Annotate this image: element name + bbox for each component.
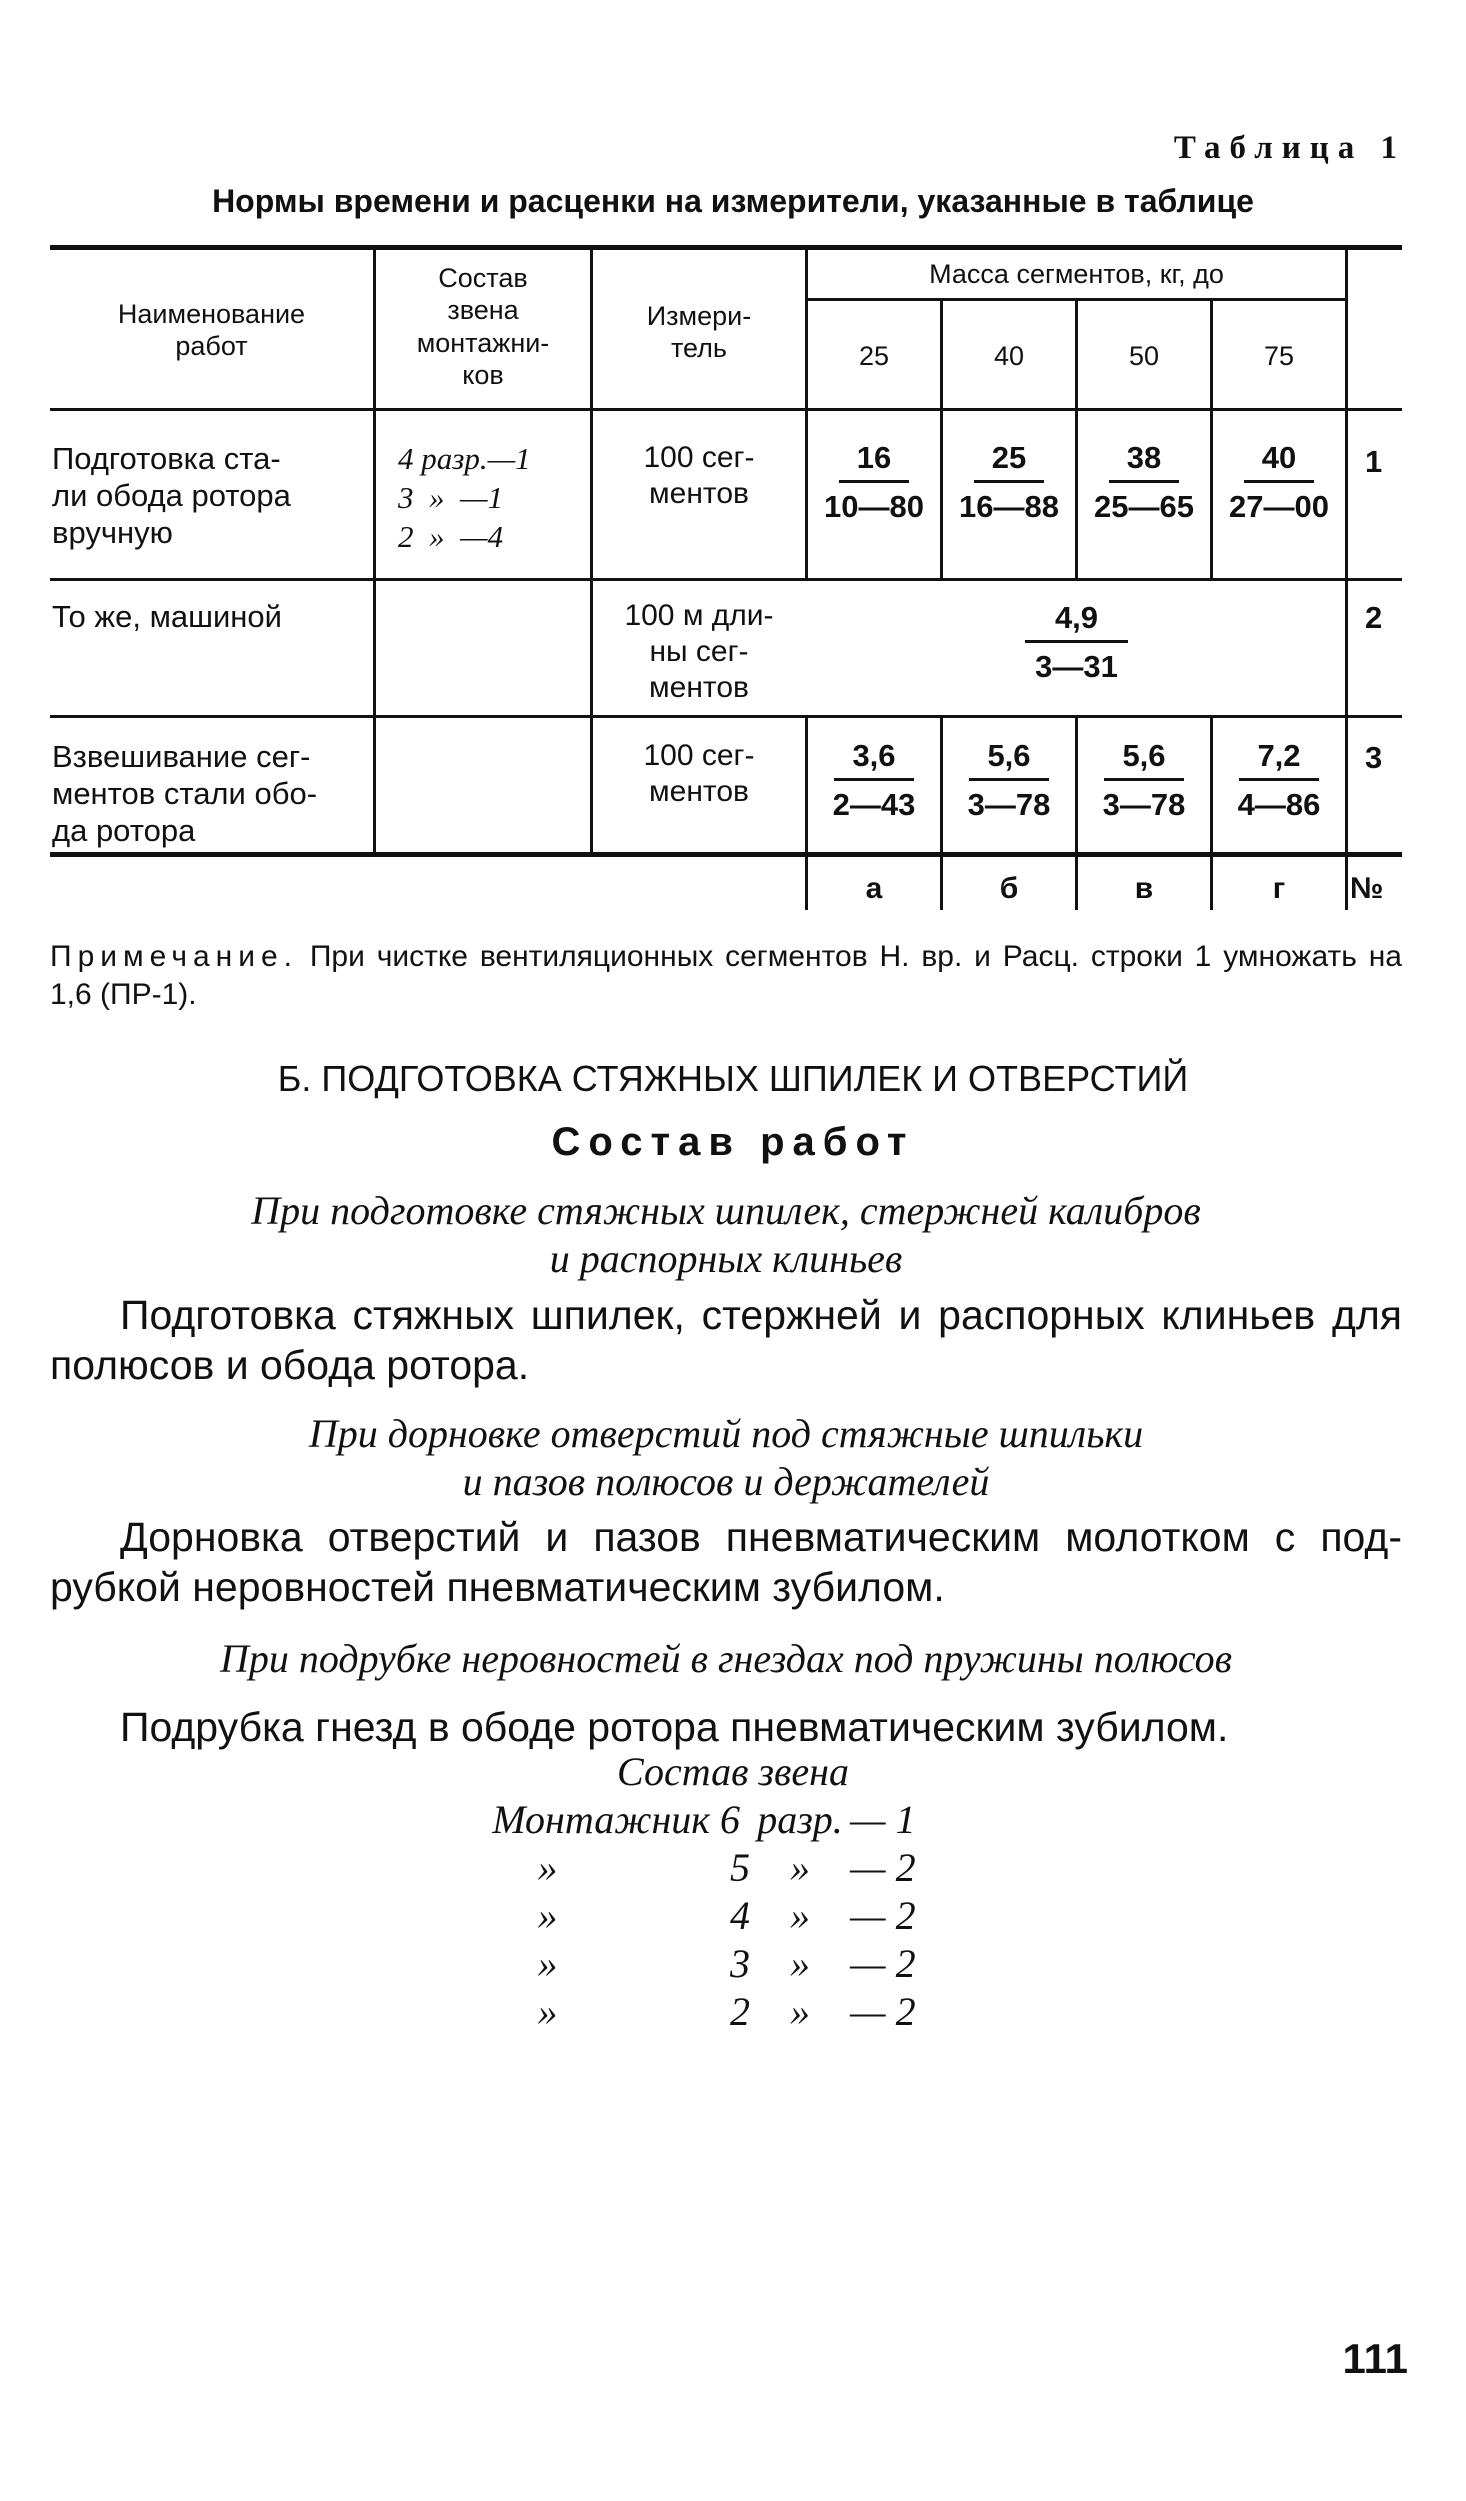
row-1-crew: 4 разр.—1 3 » —1 2 » —4 [398,441,531,554]
row-1-value-25: $\frac{16}{10—80}$ [824,440,924,524]
note-prefix: Примечание. [50,940,298,973]
row-2-merged-value: $\frac{4,9}{3—31}$ [808,600,1345,685]
table-header-rule [50,408,1402,411]
subsection-1-title: При подготовке стяжных шпилек, стержней калибров и распорных клиньев [251,1188,1201,1281]
crew-line: » 2 » — 2 [537,1989,916,2034]
row-2-number: 2 [1365,600,1383,635]
header-mass-group: Масса сегментов, кг, до [929,259,1224,289]
note-text: При чистке вентиляционных сегментов Н. вр. и Расц. строки 1 умножать на 1,6 (ПР-1). [50,940,1402,1011]
header-crew: Состав звена монтажни- ков [416,263,550,391]
crew-line: » 4 » — 2 [537,1893,916,1938]
crew-line: Монтажник 6 разр. — 1 [492,1797,916,1842]
page-number: 111 [1342,2335,1408,2382]
header-mass-25: 25 [858,341,890,371]
row-3-unit: 100 сег- ментов [643,739,755,808]
row-3-value-50: $\frac{5,6}{3—78}$ [1102,738,1186,822]
col-mark-a: а [865,872,883,905]
header-work-name: Наименование работ [117,299,306,362]
row-3-name: Взвешивание сег- ментов стали обо- да ротора [52,739,318,849]
crew-composition-title: Состав звена [616,1749,849,1794]
table-label: Таблица 1 [1173,130,1406,166]
col-mark-v: в [1134,872,1154,905]
header-mass-75: 75 [1263,341,1295,371]
crew-line: » 5 » — 2 [537,1845,916,1890]
subsection-1-text: Подготовка стяжных шпилек, стержней и распорных клиньев для полюсов и обода ротора. [50,1292,1402,1389]
row-3-value-40: $\frac{5,6}{3—78}$ [967,738,1051,822]
crew-line: » 3 » — 2 [537,1941,916,1986]
col-mark-b: б [999,872,1019,905]
crew-composition-list [480,1796,960,2036]
header-mass-50: 50 [1128,341,1160,371]
subsection-2-text: Дорновка отверстий и пазов пневматическим молотком с под-рубкой неровностей пневматическим зубилом. [50,1514,1402,1611]
table-bottom-rule [50,852,1402,857]
header-unit: Измери- тель [646,301,752,364]
subsection-3-title: При подрубке неровностей в гнездах под пружины полюсов [219,1636,1233,1681]
row-1-value-75: $\frac{40}{27—00}$ [1229,440,1329,524]
row-1-value-40: $\frac{25}{16—88}$ [959,440,1059,524]
table-row-rule [50,715,1402,718]
row-3-value-75: $\frac{7,2}{4—86}$ [1237,738,1321,822]
row-3-number: 3 [1365,740,1383,775]
row-1-value-50: $\frac{38}{25—65}$ [1094,440,1194,524]
col-mark-no: № [1350,872,1384,905]
table-row-rule [50,578,1402,581]
table-note [50,938,1402,1013]
row-1-number: 1 [1365,444,1383,479]
row-2-name: То же, машиной [52,599,282,634]
subsection-3-text: Подрубка гнезд в ободе ротора пневматическим зубилом. [120,1704,1229,1750]
table-col-divider [805,245,808,578]
composition-heading: Состав работ [551,1120,915,1164]
table-col-divider [1345,245,1348,910]
row-1-name: Подготовка ста- ли обода ротора вручную [52,441,291,551]
row-1-unit: 100 сег- ментов [643,441,755,510]
subsection-2-title: При дорновке отверстий под стяжные шпильки и пазов полюсов и держателей [308,1411,1144,1504]
table-top-rule [50,245,1402,250]
col-mark-g: г [1272,872,1286,905]
row-2-unit: 100 м дли- ны сег- ментов [624,599,774,704]
table-title: Нормы времени и расценки на измерители, указанные в таблице [212,183,1254,219]
row-3-value-25: $\frac{3,6}{2—43}$ [832,738,916,822]
header-mass-40: 40 [993,341,1025,371]
section-title: Б. ПОДГОТОВКА СТЯЖНЫХ ШПИЛЕК И ОТВЕРСТИЙ [277,1058,1189,1099]
